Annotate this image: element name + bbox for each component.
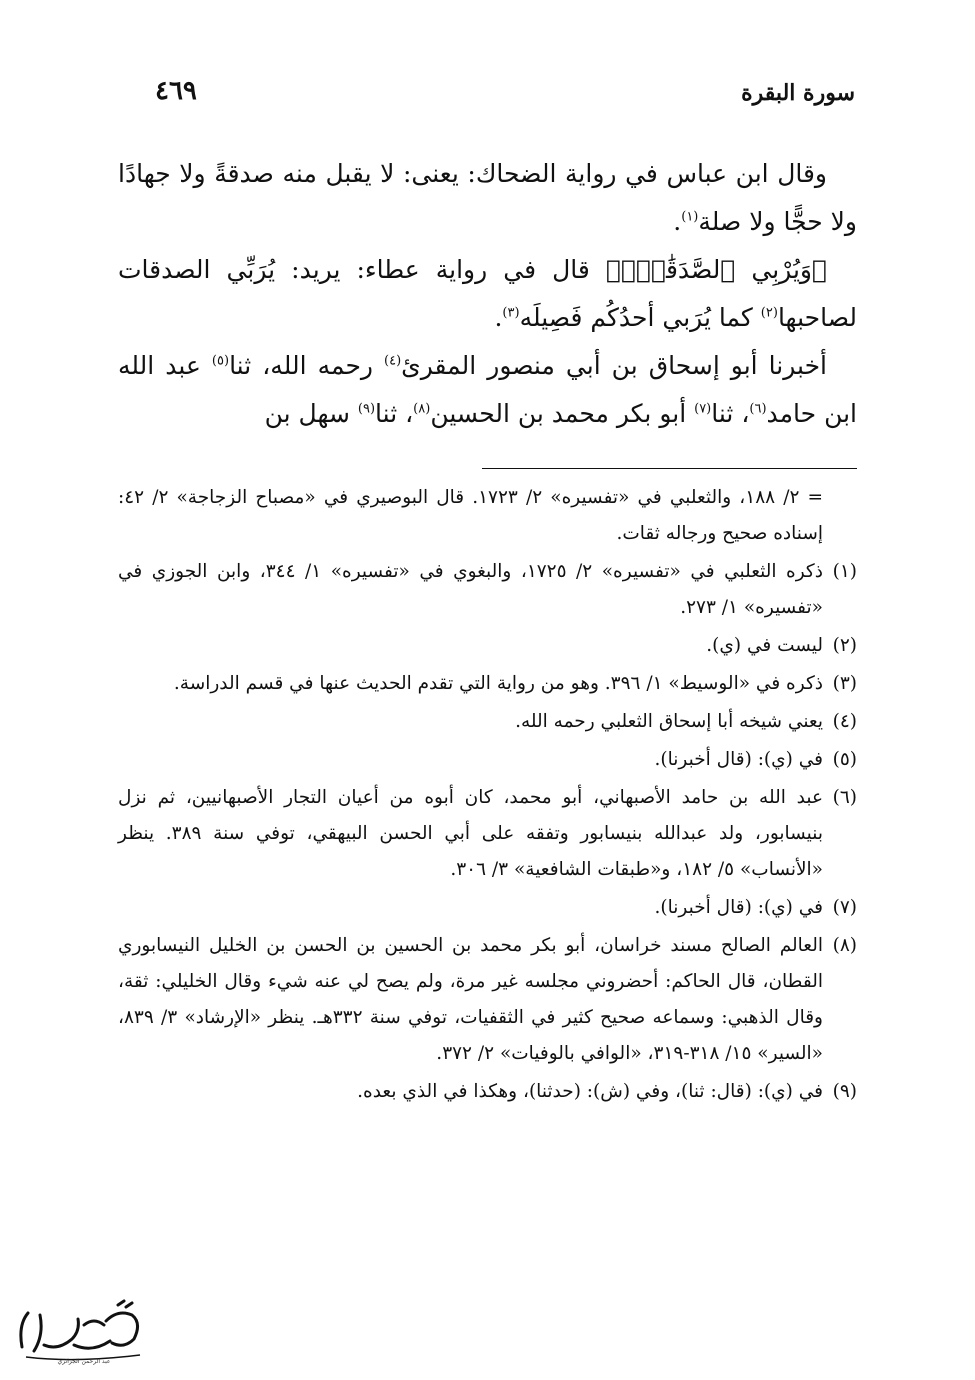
- page-header: [155, 76, 855, 120]
- footnote-continuation: [118, 480, 857, 552]
- footnote-2: [118, 628, 857, 664]
- footnote-text: عبد الله بن حامد الأصبهاني، أبو محمد، كان أبوه من أعيان التجار الأصبهانيين، ثم نزل بنيسابور، ولد عبدالله بنيسابور وتفقه على أبي الحسن البيهقي، توفي سنة ٣٨٩. ينظر «الأنساب» ٥/ ١٨٢، و«طبقات الشافعية» ٣/ ٣٠٦.: [118, 787, 823, 880]
- paragraph-2-text-b: كما يُرَبي أحدُكُم فَصِيلَه: [519, 303, 761, 332]
- page-number: ٤٦٩: [155, 76, 197, 106]
- main-text: [118, 150, 857, 438]
- surah-title: سورة البقرة: [741, 80, 855, 106]
- paragraph-3-text-f: ، ثنا: [375, 399, 414, 428]
- footnote-text: ليست في (ي).: [706, 635, 823, 656]
- svg-text:عبد الرحمن الجزائري: عبد الرحمن الجزائري: [57, 1358, 111, 1365]
- footnote-number: (١): [832, 561, 857, 582]
- footnote-ref-9: (٩): [357, 401, 376, 417]
- quran-quote: ﴿وَيُرْبِي ٱلصَّدَقَٰتِۗ﴾: [605, 255, 828, 284]
- footnote-ref-7: (٧): [694, 401, 712, 417]
- footnote-number: (٥): [832, 749, 857, 770]
- footnote-ref-1: (١): [681, 209, 699, 225]
- paragraph-1-end: .: [673, 207, 682, 236]
- footnote-ref-5: (٥): [211, 353, 230, 369]
- footnote-number: (٤): [832, 711, 857, 732]
- footnote-4: [118, 704, 857, 740]
- footnote-number: (٧): [832, 897, 857, 918]
- footnote-3: [118, 666, 857, 702]
- footnote-8: [118, 928, 857, 1072]
- footnote-6: [118, 780, 857, 888]
- paragraph-3-text-e: أبو بكر محمد بن الحسين: [430, 399, 695, 428]
- footnote-number: (٩): [832, 1081, 857, 1102]
- footnote-number: (٨): [832, 935, 857, 956]
- paragraph-3-text-c: عبد الله ابن حامد: [118, 351, 857, 428]
- footnote-7: [118, 890, 857, 926]
- footnote-ref-6: (٦): [749, 401, 767, 417]
- footnote-ref-8: (٨): [413, 401, 431, 417]
- footnote-text: ذكره الثعلبي في «تفسيره» ٢/ ١٧٢٥، والبغوي في «تفسيره» ١/ ٣٤٤، وابن الجوزي في «تفسيره» ١/ ٢٧٣.: [118, 561, 823, 618]
- paragraph-3-text-g: سهل بن: [264, 399, 358, 428]
- footnote-text: في (ي): (قال أخبرنا).: [654, 749, 823, 770]
- footnote-5: [118, 742, 857, 778]
- paragraph-3-text-d: ، ثنا: [711, 399, 750, 428]
- paragraph-3-text-a: أخبرنا أبو إسحاق بن أبي منصور المقرئ: [401, 351, 827, 380]
- paragraph-1-text: وقال ابن عباس في رواية الضحاك: يعنى: لا يقبل منه صدقةً ولا جهادًا ولا حجًّا ولا صلة: [118, 159, 857, 236]
- footnotes: [118, 480, 857, 1112]
- footnote-9: [118, 1074, 857, 1110]
- paragraph-2-text-a: قال في رواية عطاء: يريد: يُرَبِّي الصدقات لصاحبها: [118, 255, 857, 332]
- paragraph-2: [118, 246, 857, 342]
- paragraph-3-text-b: رحمه الله، ثنا: [229, 351, 385, 380]
- paragraph-1: [118, 150, 857, 246]
- footnote-1: [118, 554, 857, 626]
- footnote-number: (٣): [832, 673, 857, 694]
- footnote-text: في (ي): (قال: ثنا)، وفي (ش): (حدثنا)، وهكذا في الذي بعده.: [357, 1081, 823, 1102]
- calligraphy-logo-icon: [14, 1295, 149, 1365]
- footnote-text: ذكره في «الوسيط» ١/ ٣٩٦. وهو من رواية التي تقدم الحديث عنها في قسم الدراسة.: [173, 673, 823, 694]
- footnote-text: في (ي): (قال أخبرنا).: [654, 897, 823, 918]
- paragraph-2-end: .: [494, 303, 503, 332]
- paragraph-3: [118, 342, 857, 438]
- footnote-number: (٦): [832, 787, 857, 808]
- footnote-text: = ٢/ ١٨٨، والثعلبي في «تفسيره» ٢/ ١٧٢٣. قال البوصيري في «مصباح الزجاجة» ٢/ ٤٢: إسناده صحيح ورجاله ثقات.: [118, 487, 823, 544]
- footnote-divider: [482, 468, 857, 469]
- footnote-text: العالم الصالح مسند خراسان، أبو بكر محمد بن الحسين بن الحسن بن الخليل النيسابوري القطان، قال الحاكم: أحضروني مجلسه غير مرة، ولم يصح لي عنه شيء وقال الخليلي: ثقة، وقال الذهبي: وسماعه صحيح كثير في الثقفيات، توفي سنة ٣٣٢هـ. ينظر «الإرشاد» ٣/ ٨٣٩، «السير» ١٥/ ٣١٨-٣١٩، «الوافي بالوفيات» ٢/ ٣٧٢.: [118, 935, 824, 1064]
- footnote-ref-3: (٣): [502, 305, 520, 321]
- footnote-number: (٢): [832, 635, 857, 656]
- footnote-ref-4: (٤): [384, 353, 402, 369]
- footnote-ref-2: (٢): [760, 305, 778, 321]
- footnote-text: يعني شيخه أبا إسحاق الثعلبي رحمه الله.: [515, 711, 823, 732]
